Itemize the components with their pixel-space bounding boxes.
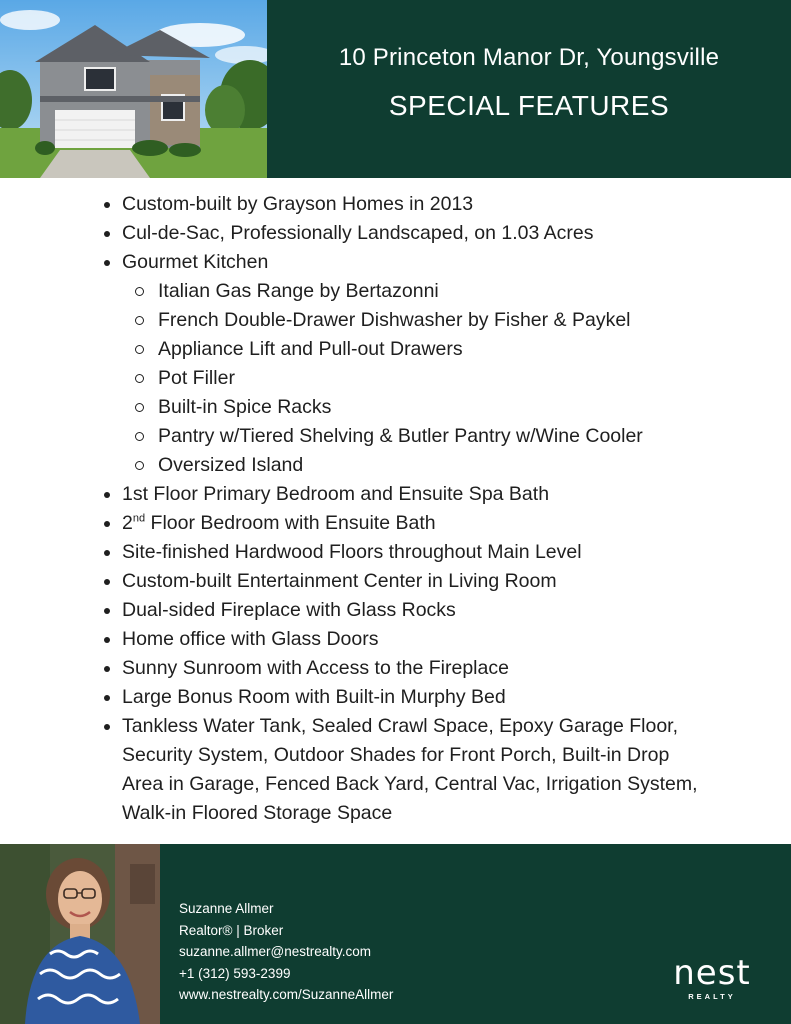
kitchen-feature-item: Pot Filler [0,364,791,393]
kitchen-feature-item: Appliance Lift and Pull-out Drawers [0,335,791,364]
property-address: 10 Princeton Manor Dr, Youngsville [338,44,720,71]
logo-sub: REALTY [688,992,736,1001]
floor-number: 2 [122,512,133,534]
agent-email[interactable]: suzanne.allmer@nestrealty.com [179,944,372,959]
feature-item: Tankless Water Tank, Sealed Crawl Space, Epoxy Garage Floor, Security System, Outdoor Shades for Front Porch, Built-in Drop Area in Garage, Fenced Back Yard, Central Vac, Irrigation System, Walk-in Floored Storage Space [0,712,791,828]
agent-website[interactable]: www.nestrealty.com/SuzanneAllmer [179,987,394,1002]
feature-item: Home office with Glass Doors [0,625,791,654]
kitchen-feature-item: Pantry w/Tiered Shelving & Butler Pantry w/Wine Cooler [0,422,791,451]
kitchen-feature-item: Italian Gas Range by Bertazonni [0,277,791,306]
agent-title: Realtor® | Broker [179,922,284,938]
features-list [0,190,791,828]
kitchen-feature-item: Built-in Spice Racks [0,393,791,422]
ordinal-suffix: nd [132,512,146,525]
feature-item: Custom-built Entertainment Center in Living Room [0,567,791,596]
agent-contact [179,898,393,1006]
feature-item: 1st Floor Primary Bedroom and Ensuite Spa Bath [0,480,791,509]
feature-item-second-floor [0,509,791,538]
feature-item: Sunny Sunroom with Access to the Fireplace [0,654,791,683]
page-title: SPECIAL FEATURES [388,90,670,121]
logo-word: nest [673,953,751,993]
feature-item: Gourmet Kitchen [0,248,791,277]
feature-item: Cul-de-Sac, Professionally Landscaped, on 1.03 Acres [0,219,791,248]
agent-name: Suzanne Allmer [179,901,274,916]
house-photo [0,0,267,178]
nest-realty-logo [662,953,762,1001]
feature-item: Large Bonus Room with Built-in Murphy Bed [0,683,791,712]
agent-phone[interactable]: +1 (312) 593-2399 [179,965,291,981]
footer-band [0,844,791,1024]
header-text [267,0,791,178]
header-band [0,0,791,178]
agent-photo [0,844,160,1024]
feature-text: Floor Bedroom with Ensuite Bath [145,512,436,534]
kitchen-feature-item: Oversized Island [0,451,791,480]
feature-item: Site-finished Hardwood Floors throughout Main Level [0,538,791,567]
feature-item: Custom-built by Grayson Homes in 2013 [0,190,791,219]
feature-item: Dual-sided Fireplace with Glass Rocks [0,596,791,625]
kitchen-feature-item: French Double-Drawer Dishwasher by Fisher & Paykel [0,306,791,335]
